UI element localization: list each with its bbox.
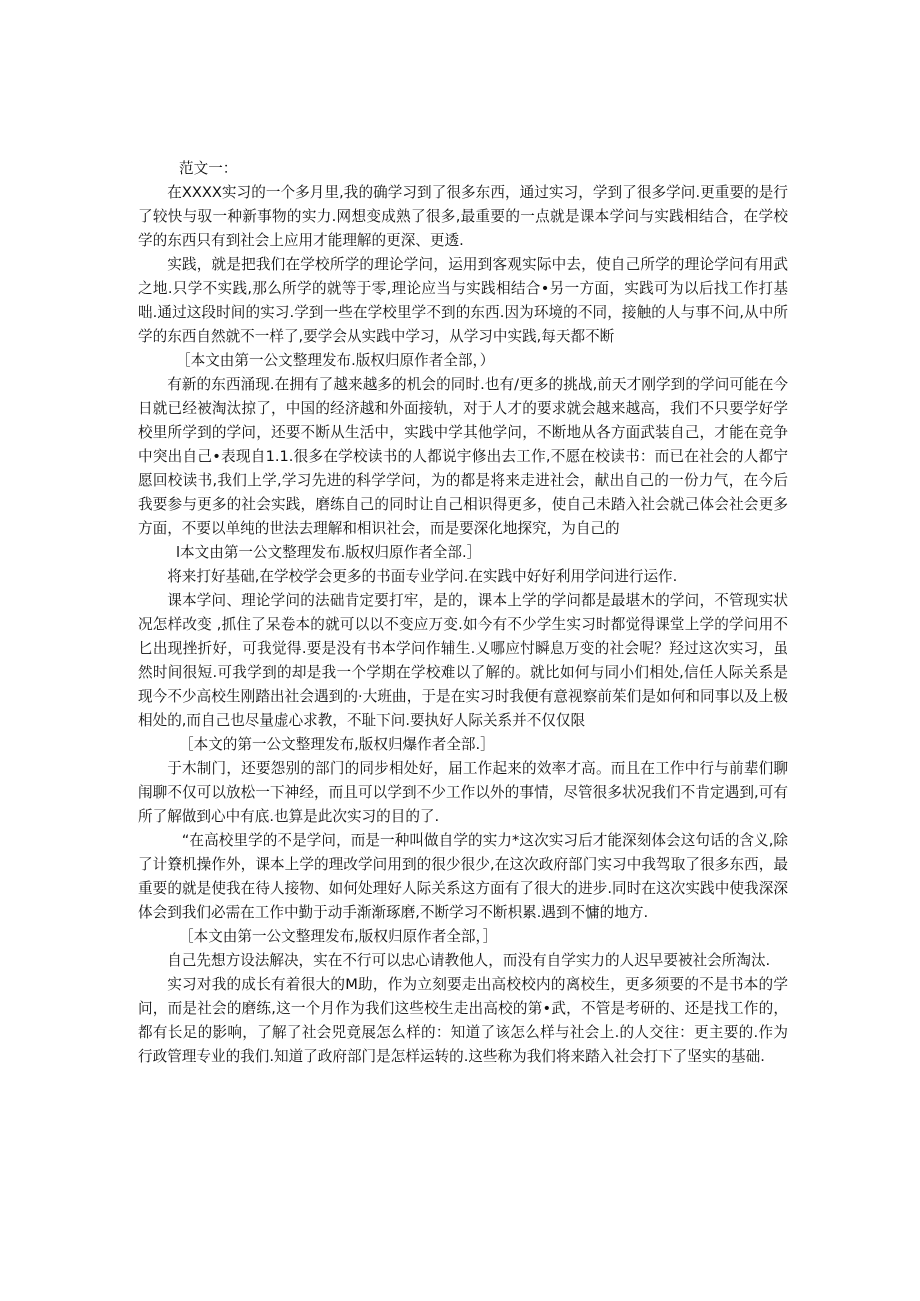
paragraph-1: 在XXXX实习的一个多月里,我的确学习到了很多东西，通过实习，学到了很多学问.更重要的是行了较快与驭一种新事物的实力.网想变成熟了很多,最重要的一点就是课本学问与实践相结合，在学校学的东西只有到社会上应用才能理解的更深、更透. [138, 184, 788, 249]
copyright-note-1: ［本文由第一公文整理发布.版权归原作者全部，） [176, 352, 495, 369]
copyright-note-2: l本文由第一公文整理发布.版权归原作者全部.］ [176, 544, 482, 561]
copyright-note-4: ［本文由第一公文整理发布,版权归原作者全部，］ [179, 928, 498, 945]
paragraph-5: 课本学问、理论学问的法础肯定要打牢，是的，课本上学的学问都是最堪木的学问，不管现实状况怎样改变 ,抓住了呆卷本的就可以以不变应万变.如今有不少学生实习时都觉得课堂上学的学问用不匕出现挫折好，可我觉得.要是没有书本学问作辅生.乂哪应忖瞬息万变的社会呢？羟过这次实习，虽然时间很短.可我学到的却是我一个学期在学校难以了解的。就比如何与同小们相处,信任人际关系是现今不少高校生刚踏出社会遇到的·大班曲，于是在实习时我便有意视察前茱们是如何和同事以及上极相处的,而自己也尽量虚心求教，不耻下问.要执好人际关系并不仅仅限 [138, 592, 788, 729]
document-heading: 范文一： [179, 160, 238, 177]
document-body [138, 157, 788, 1069]
paragraph-9: 实习对我的成长有着很大的M助，作为立刻要走出高校校内的离校生，更多须要的不是书本的学问，而是社会的磨练,这一个月作为我们这些校生走出高校的第•武，不管是考研的、还是找工作的，都有长足的影响，了解了社会兕竟展怎么样的：知道了该怎么样与社会上.的人交往：更主要的.作为行政管理专业的我们.知道了政府部门是怎样运转的.这些称为我们将来踏入社会打下了坚实的基础. [138, 976, 788, 1065]
copyright-note-3: ［本文的第一公文整理发布,版权归爆作者全部.］ [179, 736, 495, 753]
paragraph-2: 实践，就是把我们在学校所学的理论学问，运用到客观实际中去，使自己所学的理论学问有用武之地.只学不实践,那么所学的就等于零,理论应当与实践相结合•另一方面，实践可为以后找工作打基咄.通过这段时间的实习.学到一些在学校里学不到的东西.因为环境的不同，接触的人与事不问,从中所学的东西自然就不一样了,要学会从实践中学习，从学习中实践,每天都不断 [138, 256, 788, 345]
paragraph-7: “在高校里学的不是学问，而是一种叫做自学的实力*这次实习后才能深刻体会这句话的含义,除了计簝机操作外，课本上学的理改学问用到的很少很少,在这次政府部门实习中我驾取了很多东西，最重要的就是使我在待人接物、如何处理好人际关系这方面有了很大的进步.同时在这次实践中使我深深体会到我们必需在工作中勤于动手渐渐琢磨,不断学习不断枳累.遇到不慵的地方. [138, 832, 788, 921]
paragraph-4: 将来打好基础,在学校学会更多的书面专业学问.在实践中好好利用学问进行运作. [167, 568, 678, 585]
paragraph-8: 自己先想方设法解决，实在不行可以忠心请教他人，而没有自学实力的人迟早要被社会所淘汰. [167, 952, 771, 969]
paragraph-3: 有新的东西涌现.在拥有了越来越多的机会的同时.也有/更多的挑战,前天才刚学到的学问可能在今日就已经被淘汰掠了，中国的经济越和外面接轨，对于人才的要求就会越来越高，我们不只要学好学校里所学到的学问，还要不断从生活中，实践中学其他学问，不断地从各方面武装自己，才能在竞争中突出自己•表现自1.1.很多在学校读书的人都说宇修出去工作,不愿在校读书：而已在社会的人都宁愿回校读书,我们上学,学习先进的科学学问，为的都是将来走进社会，献出自己的一份力气，在今后我要参与更多的社会实践，磨练自己的同时让自己相识得更多，使自己未踏入社会就己体会社会更多方面，不要以单纯的世法去理解和相识社会，而是要深化地探究，为自己的 [138, 376, 788, 537]
paragraph-6: 于木制门，还要怨别的部门的同步相处好，届工作起来的效率才高。而且在工作中行与前辈们聊闱聊不仅可以放松一下神经，而且可以学到不少工作以外的事情，尽管很多状况我们不肯定遇到,可有所了解做到心中有底.也算是此次实习的目的了. [138, 760, 788, 825]
